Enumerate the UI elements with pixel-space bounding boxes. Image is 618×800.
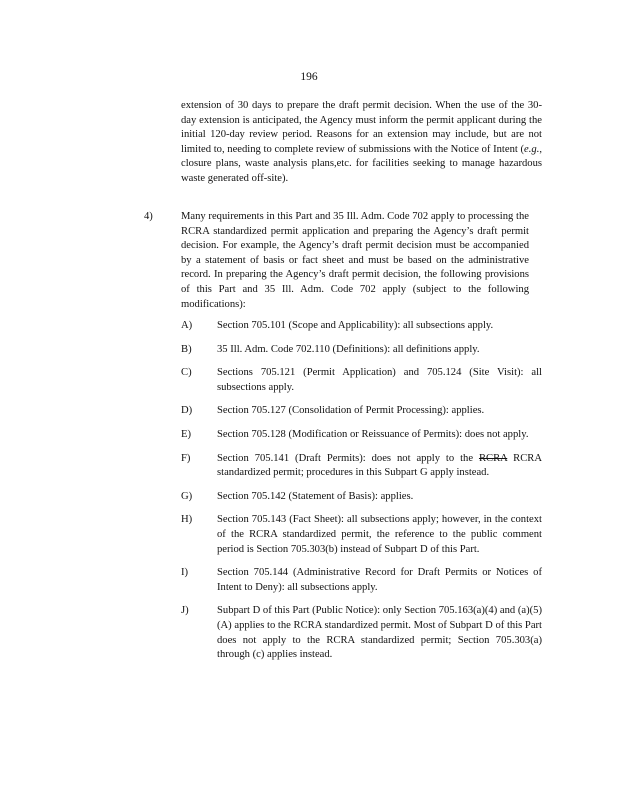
item-4-text: Many requirements in this Part and 35 Ill. Adm. Code 702 apply to processing the RCRA standardized permit application and preparing the Agency’s draft permit decision. For example, the Agency’s draft permit decision must be accompanied by a statement of basis or fact sheet and must be based on the administrative record. In preparing the Agency’s draft permit decision, the following provisions of this Part and 35 Ill. Adm. Code 702 apply (subject to the following modifications):	[181, 211, 529, 310]
intro-paragraph	[181, 99, 542, 187]
subitem-letter: I)	[181, 567, 189, 579]
subitem-text: Section 705.143 (Fact Sheet): all subsections apply; however, in the context of the RCRA standardized permit, the reference to the public comment period is Section 705.303(b) instead of Subpart D of this Part.	[217, 514, 542, 555]
subitem-letter: J)	[181, 605, 189, 617]
subitem-a	[181, 319, 561, 334]
subitem-list	[181, 319, 561, 672]
subitem-e	[181, 428, 561, 443]
subitem-text: Sections 705.121 (Permit Application) and 705.124 (Site Visit): all subsections apply.	[217, 367, 542, 393]
struck-text: RCRA	[478, 452, 508, 464]
intro-text-part1: extension of 30 days to prepare the draft permit decision. When the use of the 30-day extension is anticipated, the Agency must inform the permit applicant during the initial 120-day review period. Reasons for an extension may include, but are not limited to, needing to complete review of submissions with the Notice of Intent (	[181, 100, 542, 155]
subitem-text	[217, 452, 542, 481]
subitem-letter: H)	[181, 514, 193, 526]
subitem-d	[181, 404, 561, 419]
subitem-letter: D)	[181, 405, 193, 417]
intro-eg: e.g.	[524, 143, 540, 155]
page-number: 196	[300, 71, 318, 83]
subitem-letter: F)	[181, 452, 191, 464]
subitem-i	[181, 566, 561, 595]
subitem-f-text-before: Section 705.141 (Draft Permits): does not apply to the	[217, 452, 479, 464]
subitem-text: Subpart D of this Part (Public Notice): only Section 705.163(a)(4) and (a)(5)(A) applies to the RCRA standardized permit. Most of Subpart D of this Part does not apply to the RCRA standardized permit; Section 705.303(a) through (c) applies instead.	[217, 605, 542, 661]
subitem-text: 35 Ill. Adm. Code 702.110 (Definitions): all definitions apply.	[217, 343, 480, 355]
subitem-h	[181, 513, 561, 557]
subitem-f-text-after: RCRA standardized permit; procedures in this Subpart G apply instead.	[217, 452, 543, 479]
subitem-letter: B)	[181, 343, 192, 355]
subitem-j	[181, 604, 561, 662]
subitem-text: Section 705.127 (Consolidation of Permit Processing): applies.	[217, 405, 485, 417]
subitem-c	[181, 366, 561, 395]
subitem-letter: A)	[181, 320, 193, 331]
subitem-text: Section 705.128 (Modification or Reissuance of Permits): does not apply.	[217, 428, 529, 440]
subitem-f	[181, 452, 561, 481]
subitem-b	[181, 343, 561, 358]
subitem-letter: G)	[181, 490, 193, 502]
subitem-letter: C)	[181, 367, 192, 379]
subitem-text: Section 705.144 (Administrative Record for Draft Permits or Notices of Intent to Deny): all subsections apply.	[217, 567, 542, 593]
item-4-number: 4)	[144, 211, 153, 222]
subitem-g	[181, 490, 561, 505]
subitem-text: Section 705.101 (Scope and Applicability): all subsections apply.	[217, 320, 494, 331]
intro-text-part2: , closure plans, waste analysis plans,etc. for facilities seeking to manage hazardous waste generated off-site).	[181, 143, 542, 184]
subitem-letter: E)	[181, 428, 191, 440]
subitem-text: Section 705.142 (Statement of Basis): applies.	[217, 490, 414, 502]
